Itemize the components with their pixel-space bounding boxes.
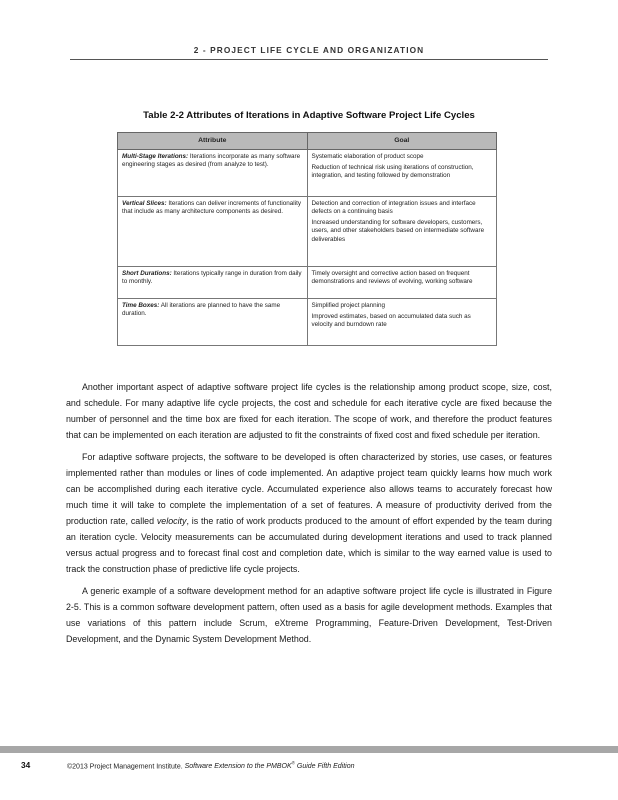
copyright-prefix: ©2013 Project Management Institute.	[67, 763, 185, 771]
paragraph-generic-example: A generic example of a software development method for an adaptive software project life cycle is illustrated in Figure 2-5. This is a common software development pattern, often used as a basis for agile development methods. Examples that use variations of this pattern include Scrum, eXtreme Programming, Feature-Driven Development, Test-Driven Development, and the Dynamic System Development Method.	[66, 586, 552, 644]
registered-mark: ®	[291, 761, 295, 766]
attribute-term: Short Durations:	[122, 270, 172, 278]
attribute-description: Iterations typically range in duration from daily to monthly.	[122, 270, 302, 286]
table-row	[118, 197, 497, 267]
column-header-attribute: Attribute	[118, 133, 308, 150]
goal-item: Detection and correction of integration issues and interface defects on a continuing basis	[311, 200, 476, 216]
goal-item: Improved estimates, based on accumulated data such as velocity and burndown rate	[311, 312, 471, 328]
paragraph-text: For adaptive software projects, the software to be developed is often characterized by stories, use cases, or features implemented rather than modules or lines of code implemented. An adaptive project team quickly learns how much work can be accomplished during each iterative cycle. Accumulated experience also allows teams to accurately forecast how much time it will take to complete the implementation of a set of features. A measure of productivity derived from the production rate, called	[66, 452, 552, 526]
attribute-description: Iterations incorporate as many software engineering stages as desired (from analyze to test).	[122, 153, 301, 169]
goal-cell	[307, 150, 497, 197]
header-rule	[70, 59, 548, 60]
goal-cell	[307, 197, 497, 267]
goal-item: Simplified project planning	[311, 301, 386, 309]
goal-item: Timely oversight and corrective action based on frequent demonstrations and reviews of evolving, working software	[311, 270, 473, 286]
copyright-notice	[67, 761, 354, 770]
attribute-cell	[118, 267, 308, 298]
running-header: 2 - PROJECT LIFE CYCLE AND ORGANIZATION	[193, 45, 425, 55]
goal-cell	[307, 298, 497, 345]
goal-item: Increased understanding for software developers, customers, users, and other stakeholders based on intermediate software deliverables	[311, 219, 485, 243]
attribute-description: Iterations can deliver increments of functionality that include as many architecture components as desired.	[122, 200, 301, 216]
publication-edition: Guide Fifth Edition	[294, 763, 355, 771]
table-row	[118, 298, 497, 345]
footer-bar	[0, 746, 618, 753]
publication-name: Software Extension to the PMBOK	[184, 763, 292, 771]
publication-title	[185, 763, 355, 770]
paragraph-velocity	[66, 449, 552, 577]
paragraph-text: , is the ratio of work products produced to the amount of effort expended by the team during an iteration cycle. Velocity measurements can be accumulated during development iterations and used to track planned versus actual progress and to forecast final cost and completion date, which is similar to the way earned value is used to track the construction phase of predictive life cycle projects.	[66, 516, 552, 574]
attribute-term: Multi-Stage Iterations:	[122, 153, 189, 160]
attribute-cell	[118, 150, 308, 197]
attribute-term: Time Boxes:	[122, 301, 160, 309]
table-header-row	[118, 133, 497, 150]
goal-item: Systematic elaboration of product scope	[311, 153, 424, 160]
table-row	[118, 267, 497, 298]
attribute-term: Vertical Slices:	[122, 200, 167, 208]
table-row	[118, 150, 497, 197]
velocity-term: velocity	[156, 516, 187, 526]
body-text	[66, 379, 552, 653]
goal-cell	[307, 267, 497, 298]
attributes-table	[117, 132, 497, 346]
table-caption: Table 2-2 Attributes of Iterations in Adaptive Software Project Life Cycles	[143, 110, 475, 121]
page-number: 34	[21, 760, 31, 770]
attribute-description: All iterations are planned to have the same duration.	[122, 301, 281, 317]
paragraph-scope-cost-schedule: Another important aspect of adaptive software project life cycles is the relationship among product scope, size, cost, and schedule. For many adaptive life cycle projects, the cost and schedule for each iterative cycle are fixed because the number of personnel and the time box are fixed for each iteration. The scope of work, and therefore the product features that can be implemented on each iteration are adjusted to fit the constraints of fixed cost and fixed schedule per iteration.	[66, 382, 552, 440]
attribute-cell	[118, 197, 308, 267]
column-header-goal: Goal	[307, 133, 497, 150]
goal-item: Reduction of technical risk using iterations of construction, integration, and testing followed by demonstration	[311, 164, 474, 180]
attribute-cell	[118, 298, 308, 345]
